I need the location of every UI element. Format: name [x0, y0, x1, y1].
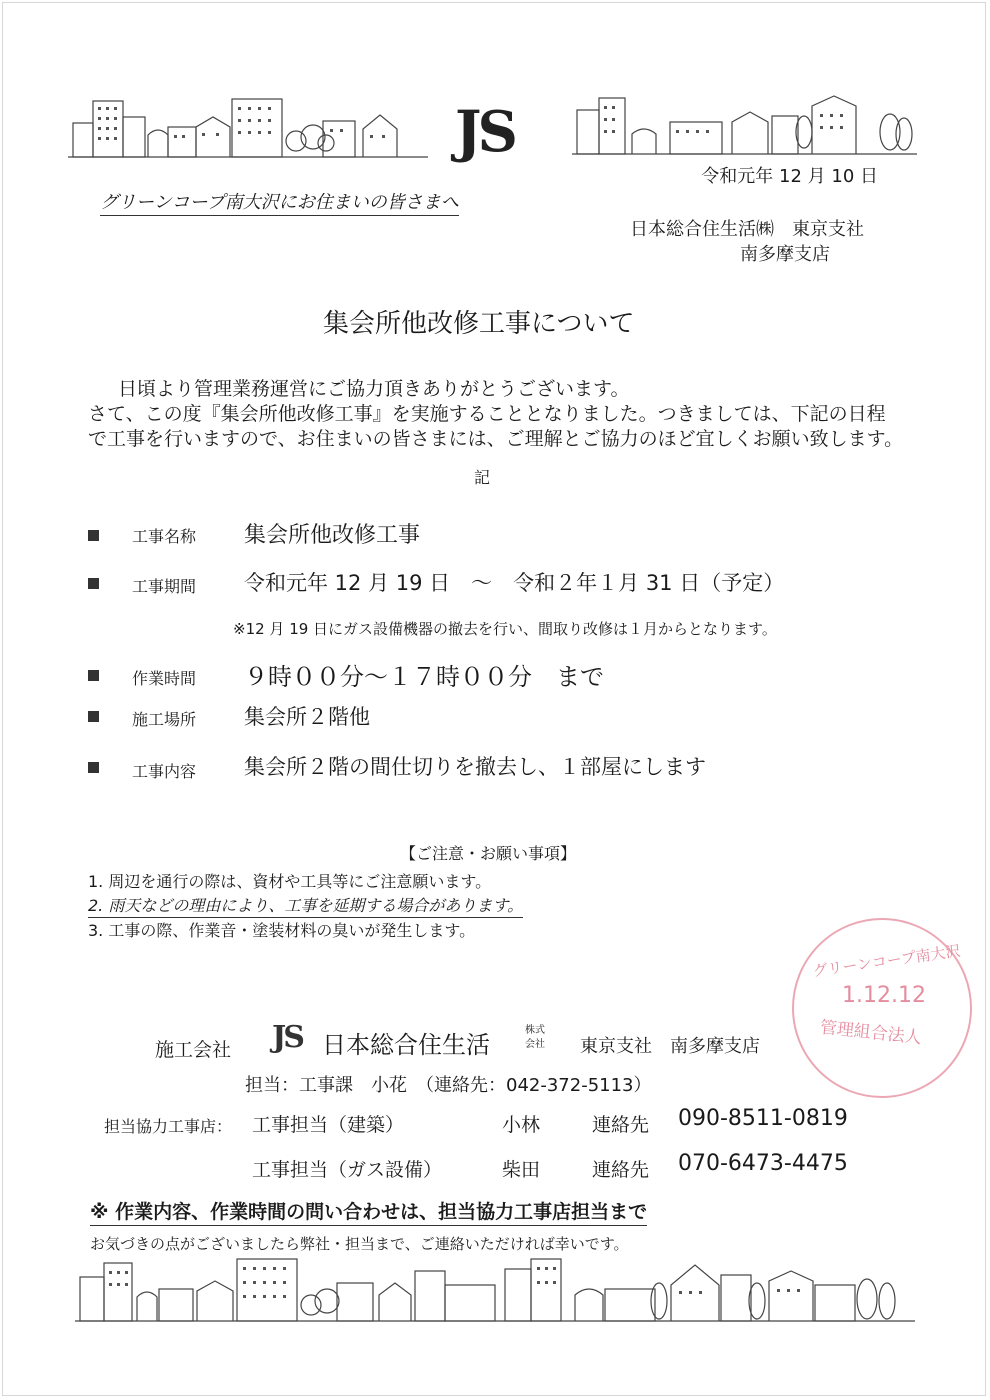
- coop-label: 担当協力工事店：: [104, 1117, 233, 1136]
- js-logo-header: JS: [455, 99, 514, 165]
- coop-contact-label-2: 連絡先: [592, 1159, 650, 1181]
- notice-item-2: 2. 雨天などの理由により、工事を延期する場合があります。: [88, 893, 523, 918]
- construction-period-note: ※12 月 19 日にガス設備機器の撤去を行い、間取り改修は１月からとなります。: [233, 620, 777, 638]
- notice-heading: 【ご注意・お願い事項】: [400, 844, 577, 863]
- construction-name-value: 集会所他改修工事: [244, 523, 421, 548]
- intro-line-2: さて、この度『集会所他改修工事』を実施することとなりました。つきましては、下記の日程: [88, 403, 886, 425]
- coop-name-1: 小林: [502, 1114, 541, 1136]
- construction-name-label: 工事名称: [132, 527, 197, 546]
- work-hours-label: 作業時間: [132, 669, 197, 688]
- addressee-line: グリーンコープ南大沢にお住まいの皆さまへ: [100, 188, 459, 216]
- js-logo-small: JS: [272, 1020, 302, 1055]
- stamp-bottom-text: 管理組合法人: [818, 1017, 923, 1049]
- notice-item-3: 3. 工事の際、作業音・塗装材料の臭いが発生します。: [88, 921, 476, 940]
- stamp-top-text: グリーンコープ南大沢: [811, 941, 962, 981]
- page-title: 集会所他改修工事について: [323, 309, 635, 339]
- coop-phone-1: 090-8511-0819: [678, 1106, 848, 1131]
- stamp-date: 1.12.12: [842, 983, 926, 1008]
- ki-marker: 記: [474, 468, 491, 487]
- work-place-label: 施工場所: [132, 710, 197, 729]
- contractor-kabushiki: 株式: [525, 1025, 545, 1036]
- closing-note: お気づきの点がございましたら弊社・担当まで、ご連絡いただければ幸いです。: [90, 1235, 629, 1253]
- intro-line-1: 日頃より管理業務運営にご協力頂きありがとうございます。: [118, 378, 630, 400]
- bullet-icon: [88, 762, 99, 773]
- coop-role-1: 工事担当（建築）: [252, 1114, 405, 1136]
- work-hours-value: ９時００分～１７時００分 まで: [244, 663, 604, 691]
- work-content-value: 集会所２階の間仕切りを撤去し、１部屋にします: [244, 755, 706, 779]
- contractor-label: 施工会社: [155, 1039, 232, 1061]
- construction-period-label: 工事期間: [132, 577, 197, 596]
- skyline-top-left-illustration: [68, 95, 428, 160]
- sender-branch: 南多摩支店: [740, 244, 830, 265]
- contractor-person: 担当：工事課 小花 （連絡先：042-372-5113）: [245, 1075, 652, 1096]
- work-place-value: 集会所２階他: [244, 705, 370, 729]
- intro-line-3: で工事を行いますので、お住まいの皆さまには、ご理解とご協力のほど宜しくお願い致します。: [88, 428, 904, 450]
- coop-contact-label-1: 連絡先: [592, 1114, 650, 1136]
- bullet-icon: [88, 670, 99, 681]
- contractor-company: 日本総合住生活: [322, 1031, 490, 1059]
- work-content-label: 工事内容: [132, 762, 197, 781]
- bullet-icon: [88, 711, 99, 722]
- notice-item-1: 1. 周辺を通行の際は、資材や工具等にご注意願います。: [88, 872, 492, 891]
- skyline-top-right-illustration: [572, 92, 917, 157]
- issue-date: 令和元年 12 月 10 日: [701, 166, 878, 187]
- coop-name-2: 柴田: [502, 1159, 541, 1181]
- sender-company: 日本総合住生活㈱ 東京支社: [630, 219, 864, 240]
- construction-period-value: 令和元年 12 月 19 日 ～ 令和２年１月 31 日（予定）: [244, 571, 785, 595]
- coop-phone-2: 070-6473-4475: [678, 1151, 848, 1176]
- inquiry-note: ※ 作業内容、作業時間の問い合わせは、担当協力工事店担当まで: [90, 1197, 647, 1226]
- coop-role-2: 工事担当（ガス設備）: [252, 1159, 443, 1181]
- contractor-branch: 東京支社 南多摩支店: [580, 1036, 760, 1057]
- contractor-kaisha: 会社: [525, 1039, 545, 1050]
- bullet-icon: [88, 578, 99, 589]
- bullet-icon: [88, 530, 99, 541]
- skyline-bottom-illustration: [75, 1255, 915, 1325]
